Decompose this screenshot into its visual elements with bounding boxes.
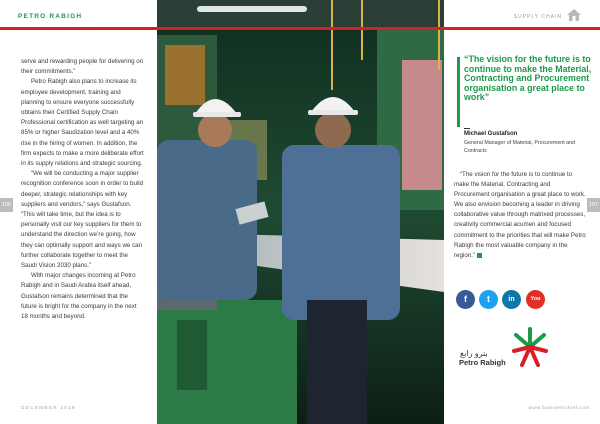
home-icon[interactable] [567, 9, 581, 21]
end-mark-icon [477, 253, 482, 258]
linkedin-icon[interactable]: in [502, 290, 521, 309]
pull-quote: “The vision for the future is to continue to make the Material, Contracting and Procurement organisation a great place to work” [464, 54, 592, 103]
paragraph: serve and rewarding people for delivering on their commitments.” [21, 58, 144, 76]
logo-arabic-text: بترو رابغ [460, 349, 488, 358]
paragraph: With major changes incoming at Petro Rabigh and in Saudi Arabia itself ahead, Gustafson remains determined that the future is bright for the company in the next 18 months and beyond. [21, 272, 137, 321]
page-number-left: 106 [0, 198, 13, 212]
petro-rabigh-logo-icon [510, 325, 550, 369]
paragraph: Petro Rabigh also plans to increase its employee development, training and planning to ensure everyone successfully obtains their Certified Supply Chain Professional certification as well targeting an 85% or higher Saudization level and a 40% rise in the hiring of women. In addition, the firm expects to make a more deliberate effort in its supply relations and strategic sourcing. [21, 78, 144, 168]
section-label: SUPPLY CHAIN [513, 14, 562, 20]
twitter-icon[interactable]: t [479, 290, 498, 309]
pull-quote-accent-bar [457, 57, 460, 127]
page-number-right: 107 [587, 198, 600, 212]
paragraph: “We will be conducting a major supplier recognition conference soon in order to build deeper, strategic relationships with key suppliers and vendors,” says Gustafson. “This will take time, but the idea is to personally visit our key suppliers for them to understand the direction we’re going, how they can optimally support and ways we can further collaborate together to meet the Saudi Vision 2030 plans.” [21, 170, 144, 270]
header-red-rule [0, 27, 600, 30]
footer-website-link[interactable]: www.businesschief.com [528, 406, 590, 411]
footer-date: DECEMBER 2018 [21, 406, 76, 411]
facebook-icon[interactable]: f [456, 290, 475, 309]
pull-quote-divider [464, 128, 470, 129]
industrial-photo [157, 0, 444, 424]
quote-author: Michael Gustafson [464, 131, 518, 137]
brand-name: PETRO RABIGH [18, 13, 83, 20]
right-article-column [454, 170, 586, 261]
quote-author-title: General Manager of Material, Procurement and Contracts [464, 140, 575, 154]
logo-english-text: Petro Rabigh [459, 358, 506, 367]
youtube-icon[interactable]: You [526, 290, 545, 309]
left-article-column [21, 57, 145, 322]
paragraph: “The vision for the future is to continue to make the Material, Contracting and Procurement organisation a great place to work. We also envision becoming a leader in driving collaborative value through matrixed processes, creativity commercial acumen and focused commitment to the priorities that will make Petro Rabigh the most valuable company in the region.” [454, 171, 586, 259]
